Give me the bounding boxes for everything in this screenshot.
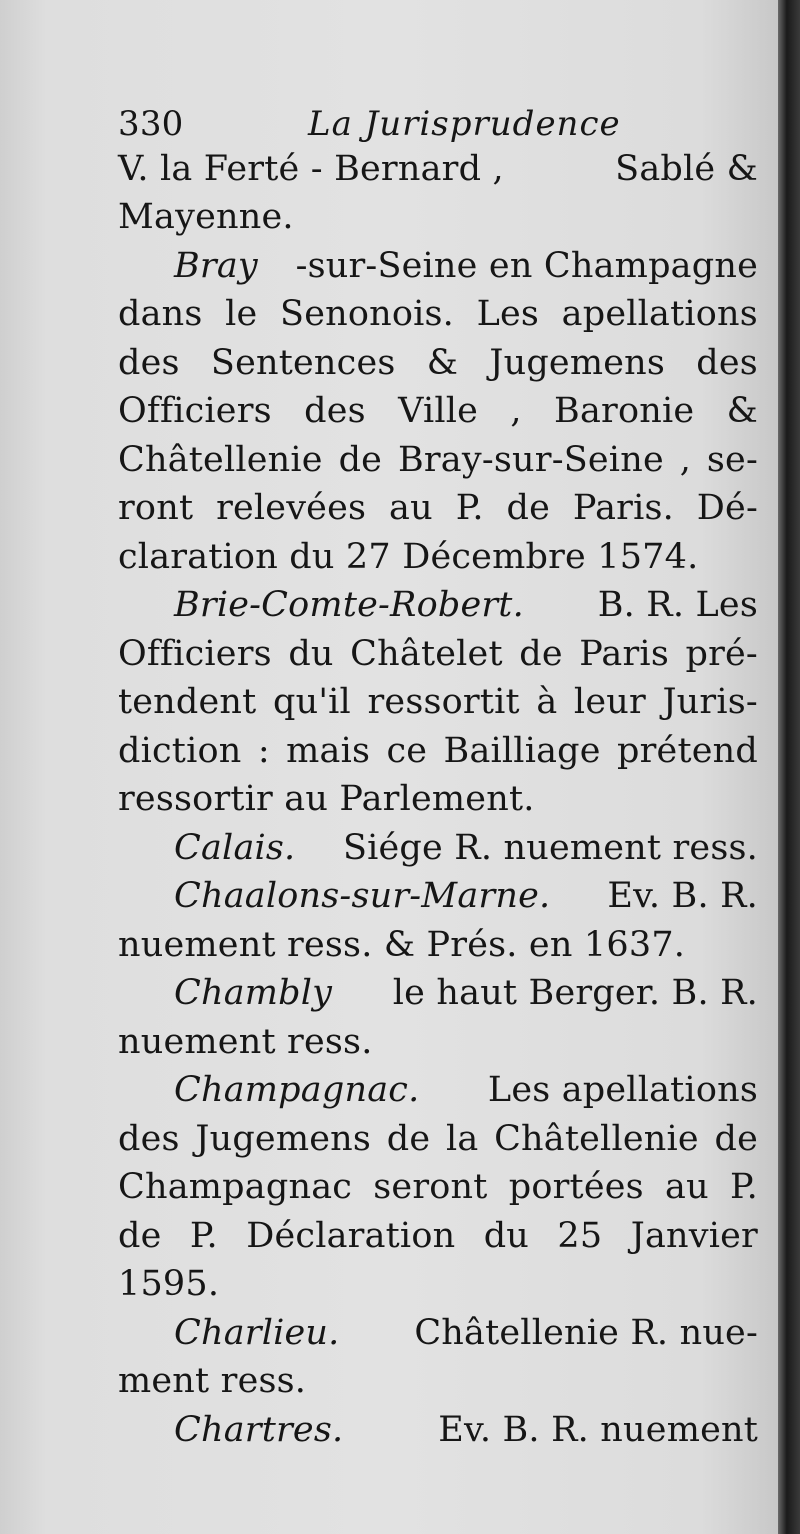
text-word: , [510,391,522,431]
entry-heading: Brie-Comte-Robert. [174,585,524,625]
text-segment: -sur-Seine en Champagne [295,245,758,286]
text-segment: Siége R. nuement ress. [342,827,758,868]
text-word: prétend [617,730,758,771]
text-word: Baronie [554,391,695,431]
text-word: P. [730,1167,758,1207]
text-segment: Châtellenie R. nue- [414,1312,758,1353]
text-word: de [506,488,551,528]
text-word: Déclaration [246,1215,456,1256]
text-line [118,678,758,727]
text-word: Châtellenie [494,1118,699,1159]
text-word: au [389,488,433,528]
text-word: apellations [561,294,758,334]
text-word: portées [508,1167,644,1207]
entry-heading: Chambly [174,973,333,1013]
text-line [118,387,758,436]
text-segment: nuement ress. [118,1021,373,1062]
entry-heading: Bray [174,245,258,286]
text-line [118,921,758,970]
text-segment: V. la Ferté - Bernard , [118,148,504,189]
text-word: 25 [557,1215,603,1256]
text-segment: ressortir au Parlement. [118,779,535,819]
text-word: Jugemens [195,1118,372,1159]
text-word: des [118,1118,180,1159]
text-word: dans [118,294,203,334]
text-line [118,1066,758,1115]
entry-heading: Calais. [174,827,296,868]
text-segment: Mayenne. [118,197,294,237]
text-word: du [483,1215,530,1256]
text-word: P. [189,1215,218,1256]
text-line [118,630,758,679]
text-word: & [726,391,758,431]
text-segment: ment ress. [118,1361,307,1401]
text-word: Ville [398,391,479,431]
text-line [118,727,758,776]
text-body [118,145,758,1455]
text-word: Officiers [118,633,272,674]
text-word: des [118,342,180,383]
text-word: Bray-sur-Seine [397,439,664,480]
text-word: Bailliage [443,730,601,771]
text-word: & [426,342,459,383]
text-line [118,872,758,921]
text-line [118,581,758,630]
text-line [118,484,758,533]
text-line [118,1018,758,1067]
text-word: , [679,439,692,480]
text-word: Janvier [630,1215,758,1256]
text-word: pré- [685,633,758,674]
text-line [118,1260,758,1309]
text-segment: Ev. B. R. [607,876,758,916]
text-segment: Sablé & [615,148,758,189]
text-segment: le haut Berger. B. R. [392,973,758,1013]
text-word: Paris [579,633,669,674]
text-segment: claration du 27 Décembre 1574. [118,536,699,577]
text-segment: Ev. B. R. nuement [438,1409,758,1450]
text-word: Les [476,294,540,334]
text-line [118,193,758,242]
text-line [118,339,758,388]
text-word: Champagnac [118,1167,353,1207]
page-header [118,100,758,149]
text-word: de [386,1118,431,1159]
text-word: Juris- [662,682,758,722]
text-word: qu'il [272,682,351,722]
entry-heading: Champagnac. [174,1070,420,1110]
book-gutter [778,0,800,1534]
text-word: se- [706,439,758,480]
text-word: Jugemens [489,342,666,383]
text-line [118,1309,758,1358]
entry-heading: Chartres. [174,1409,344,1450]
text-line [118,1163,758,1212]
text-word: leur [573,682,646,722]
text-line [118,1212,758,1261]
text-word: seront [373,1167,488,1207]
entry-heading: Charlieu. [174,1312,340,1353]
text-word: des [304,391,366,431]
text-line [118,436,758,485]
text-word: Paris. [572,488,674,528]
text-segment: nuement ress. & Prés. en 1637. [118,924,686,965]
text-word: de [118,1215,162,1256]
text-line [118,242,758,291]
text-word: tendent [118,682,257,722]
text-word: ront [118,488,194,528]
text-word: la [445,1118,479,1159]
text-word: Senonois. [280,294,455,334]
text-line [118,1357,758,1406]
text-word: ressortit [367,682,520,722]
text-word: relevées [216,488,367,528]
text-segment: 1595. [118,1264,220,1304]
text-word: Sentences [210,342,396,383]
text-segment: B. R. Les [597,585,758,625]
text-line [118,775,758,824]
text-word: ce [386,730,428,771]
text-word: des [696,342,758,383]
text-line [118,1406,758,1455]
text-word: Châtellenie [118,439,323,480]
text-word: Officiers [118,391,272,431]
page-number: 330 [118,104,184,144]
text-segment: Les apellations [487,1070,758,1110]
text-line [118,145,758,194]
text-word: : [257,730,270,771]
page-content [118,100,758,1454]
text-line [118,290,758,339]
text-line [118,1115,758,1164]
text-line [118,824,758,873]
text-word: au [665,1167,709,1207]
text-word: Châtelet [350,633,503,674]
text-word: de [338,439,383,480]
text-word: de [714,1118,758,1159]
text-line [118,969,758,1018]
text-word: P. [455,488,484,528]
text-word: diction [118,730,242,771]
text-word: du [288,633,334,674]
text-word: à [536,682,558,722]
running-title: La Jurisprudence [308,104,621,144]
text-word: mais [286,730,371,771]
entry-heading: Chaalons-sur-Marne. [174,876,551,916]
text-word: Dé- [696,488,758,528]
text-line [118,533,758,582]
text-word: de [519,633,563,674]
text-word: le [225,294,258,334]
